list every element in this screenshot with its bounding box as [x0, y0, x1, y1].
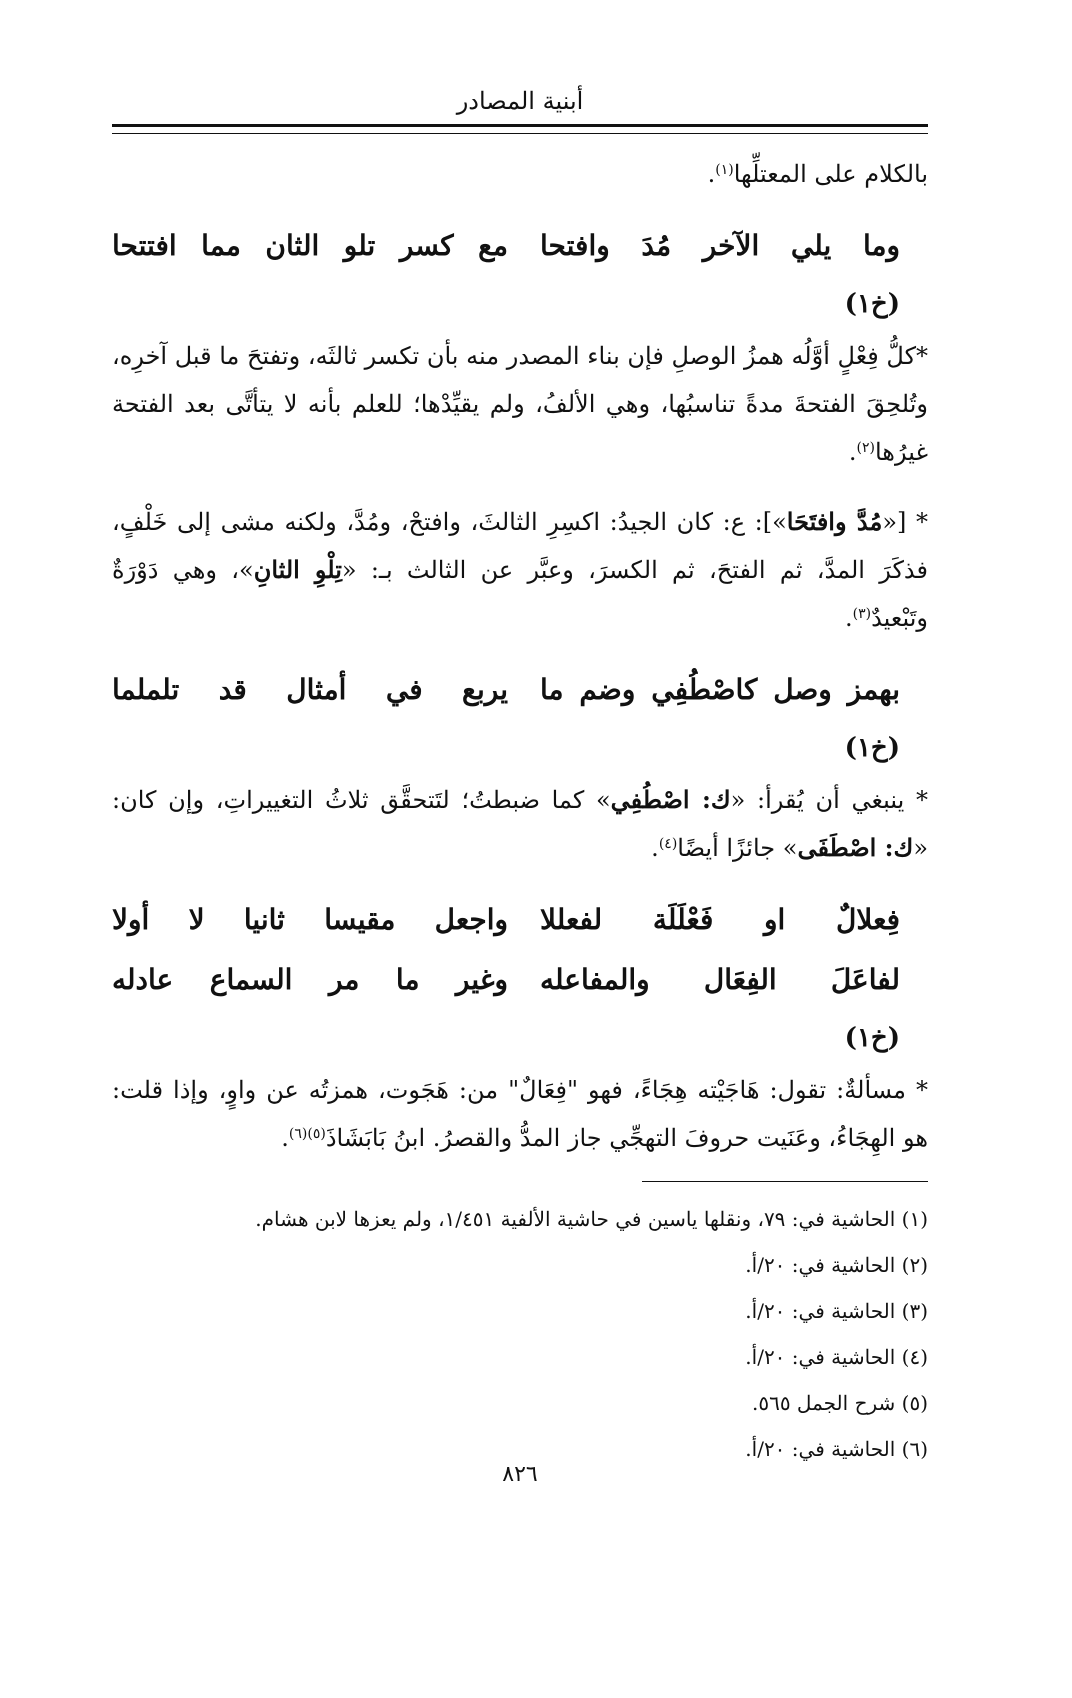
verse-first-hemistich: فِعلالٌ او فَعْلَلَة لفعللا — [540, 903, 900, 936]
verse-second-hemistich: وغير ما مر السماع عادله — [112, 963, 508, 996]
footnote-item: (٢) الحاشية في: ٢٠/أ. — [745, 1253, 928, 1277]
punctuation: . — [281, 1124, 289, 1152]
running-head: أبنية المصادر — [456, 87, 584, 115]
verse-first-hemistich: بهمز وصل كاصْطُفِي وضم ما — [540, 673, 900, 706]
footnote-item: (٤) الحاشية في: ٢٠/أ. — [745, 1345, 928, 1369]
intro-text: بالكلام على المعتلِّها — [733, 160, 928, 188]
footnote-item: (٣) الحاشية في: ٢٠/أ. — [745, 1299, 928, 1323]
verse-line — [112, 950, 928, 1010]
spacer — [112, 476, 928, 498]
footnote-item: (٥) شرح الجمل ٥٦٥. — [751, 1391, 928, 1415]
manuscript-tag: (خ١) — [844, 733, 900, 763]
commentary-text: * ينبغي أن يُقرأ: « — [730, 786, 929, 814]
verse-second-hemistich: واجعل مقيسا ثانيا لا أولا — [112, 903, 508, 936]
spacer — [112, 642, 928, 660]
commentary-text: * [« — [882, 508, 928, 536]
quoted-term: تِلْوِ الثانِ — [253, 555, 342, 584]
commentary-paragraph — [112, 1066, 928, 1162]
verse-second-hemistich: مع كسر تلو الثان مما افتتحا — [112, 229, 508, 262]
commentary-text: *كلُّ فِعْلٍ أوَّلُه همزُ الوصلِ فإن بناء المصدر منه بأن تكسر ثالثَه، وتفتحَ ما قبل آخرِه، وتُلحِقَ الفتحةَ مدةً تناسبُها، وهي الألفُ، ولم يقيِّدْها؛ للعلم بأنه لا يتأتَّى بعد الفتحة غيرُها — [112, 342, 928, 466]
footnote-ref: (٢) — [856, 440, 875, 456]
footnote-ref: (٣) — [852, 606, 872, 622]
punctuation: . — [848, 438, 857, 466]
manuscript-tag: (خ١) — [844, 1023, 900, 1053]
quoted-term: ك: اصْطُفِي — [610, 785, 731, 814]
commentary-text: * مسألةٌ: تقول: هَاجَيْته هِجَاءً، فهو "فِعَالٌ" من: هَجَوت، همزتُه عن واوٍ، وإذا قلت: هو الهِجَاءُ، وعَنَيت حروفَ التهجِّي جاز المدُّ والقصرُ. ابنُ بَابَشَاذَ — [112, 1076, 928, 1152]
verse-line — [112, 660, 928, 720]
commentary-text: »]: ع: كان الجيدُ: اكسِرِ الثالثَ، وافتحْ، ومُدَّ، ولكنه مشى إلى خَلْفٍ، فذكَرَ المدَّ، ثم الفتحَ، ثم الكسرَ، وعبَّر عن الثالث بـ: « — [112, 508, 928, 584]
footnote-item: (٦) الحاشية في: ٢٠/أ. — [745, 1437, 928, 1461]
commentary-text: » كما ضبطتُ؛ لتَتحقَّق ثلاثُ التغييراتِ، وإن كان: « — [112, 786, 928, 862]
spacer — [112, 872, 928, 890]
commentary-text: »، وهي دَوْرَةٌ وتَبْعيدٌ — [112, 556, 928, 632]
footnote-item: (١) الحاشية في: ٧٩، ونقلها ياسين في حاشية الألفية ١/٤٥١، ولم يعزها لابن هشام. — [255, 1207, 928, 1231]
footnote-ref: (١) — [715, 162, 734, 178]
footnote-ref: (٤) — [658, 836, 678, 852]
commentary-paragraph — [112, 498, 928, 642]
footnote-ref: (٥)(٦) — [288, 1126, 326, 1142]
footnotes — [112, 1196, 928, 1472]
verse-first-hemistich: وما يلي الآخر مُدَ وافتحا — [540, 229, 900, 262]
manuscript-tag: (خ١) — [844, 289, 900, 319]
punctuation: . — [707, 160, 716, 188]
commentary-paragraph — [112, 332, 928, 476]
quoted-term: مُدَّ وافتَحَا — [786, 507, 883, 536]
verse-second-hemistich: يربع في أمثال قد تلملما — [112, 673, 508, 706]
spacer — [112, 198, 928, 216]
footnote-separator — [642, 1181, 928, 1182]
punctuation: . — [651, 834, 659, 862]
verse-line — [112, 216, 928, 276]
header-rule-thick — [112, 124, 928, 127]
verse-line — [112, 890, 928, 950]
main-text — [112, 150, 928, 1162]
quoted-term: ك: اصْطَفَى — [797, 833, 914, 862]
header-rule-thin — [112, 133, 928, 134]
book-page — [112, 0, 928, 1698]
punctuation: . — [844, 604, 853, 632]
commentary-paragraph — [112, 776, 928, 872]
page-number: ٨٢٦ — [502, 1462, 538, 1487]
verse-first-hemistich: لفاعَلَ الفِعَال والمفاعله — [540, 963, 900, 996]
commentary-text: » جائزًا أيضًا — [677, 834, 798, 862]
intro-line — [112, 150, 928, 198]
